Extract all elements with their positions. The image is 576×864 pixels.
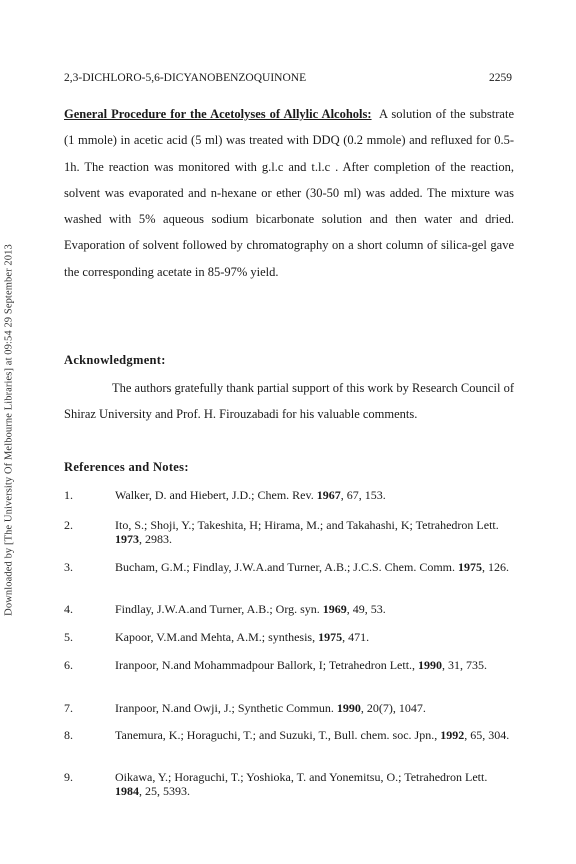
running-header xyxy=(64,72,512,84)
reference-number: 2. xyxy=(64,518,73,532)
reference-item xyxy=(64,630,514,645)
reference-item xyxy=(64,518,514,546)
reference-text: Bucham, G.M.; Findlay, J.W.A.and Turner, A.B.; J.C.S. Chem. Comm. 1975, 126. xyxy=(115,560,509,574)
download-watermark-text: Downloaded by [The University Of Melbourne Libraries] at 09:54 29 September 2013 xyxy=(3,244,15,616)
procedure-paragraph xyxy=(64,101,514,285)
reference-item xyxy=(64,770,514,798)
acknowledgment-heading: Acknowledgment: xyxy=(64,353,166,367)
reference-number: 7. xyxy=(64,701,73,715)
reference-item xyxy=(64,488,514,503)
reference-text: Walker, D. and Hiebert, J.D.; Chem. Rev. 1967, 67, 153. xyxy=(115,488,386,502)
reference-text: Ito, S.; Shoji, Y.; Takeshita, H; Hirama, M.; and Takahashi, K; Tetrahedron Lett. 1973, 2983. xyxy=(115,518,499,546)
reference-item xyxy=(64,658,514,673)
reference-number: 5. xyxy=(64,630,73,644)
reference-item xyxy=(64,701,514,716)
procedure-heading: General Procedure for the Acetolyses of Allylic Alcohols: xyxy=(64,107,372,121)
page-number: 2259 xyxy=(489,72,512,84)
reference-text: Iranpoor, N.and Mohammadpour Ballork, I; Tetrahedron Lett., 1990, 31, 735. xyxy=(115,658,488,672)
reference-number: 9. xyxy=(64,770,73,784)
reference-text: Kapoor, V.M.and Mehta, A.M.; synthesis, 1975, 471. xyxy=(115,630,370,644)
reference-text: Iranpoor, N.and Owji, J.; Synthetic Commun. 1990, 20(7), 1047. xyxy=(115,701,426,715)
reference-item xyxy=(64,728,514,743)
acknowledgment-text: The authors gratefully thank partial support of this work by Research Council of Shiraz University and Prof. H. Firouzabadi for his valuable comments. xyxy=(64,381,514,421)
reference-number: 3. xyxy=(64,560,73,574)
reference-number: 4. xyxy=(64,602,73,616)
reference-text: Tanemura, K.; Horaguchi, T.; and Suzuki, T., Bull. chem. soc. Jpn., 1992, 65, 304. xyxy=(115,728,510,742)
running-title: 2,3-DICHLORO-5,6-DICYANOBENZOQUINONE xyxy=(64,72,307,84)
reference-text: Oikawa, Y.; Horaguchi, T.; Yoshioka, T. and Yonemitsu, O.; Tetrahedron Lett. 1984, 25, 5393. xyxy=(115,770,488,798)
reference-item xyxy=(64,602,514,617)
reference-text: Findlay, J.W.A.and Turner, A.B.; Org. syn. 1969, 49, 53. xyxy=(115,602,386,616)
download-watermark xyxy=(2,150,16,710)
reference-number: 6. xyxy=(64,658,73,672)
procedure-text: A solution of the substrate (1 mmole) in acetic acid (5 ml) was treated with DDQ (0.2 mmole) and refluxed for 0.5-1h. The reaction was monitored with g.l.c and t.l.c . After completion of the reaction, solvent was evaporated and n-hexane or ether (30-50 ml) was added. The mixture was washed with 5% aqueous sodium bicarbonate solution and then water and dried. Evaporation of solvent followed by chromatography on a short column of silica-gel gave the corresponding acetate in 85-97% yield. xyxy=(64,107,514,279)
reference-item xyxy=(64,560,514,575)
reference-number: 1. xyxy=(64,488,73,502)
reference-number: 8. xyxy=(64,728,73,742)
references-heading: References and Notes: xyxy=(64,460,189,474)
